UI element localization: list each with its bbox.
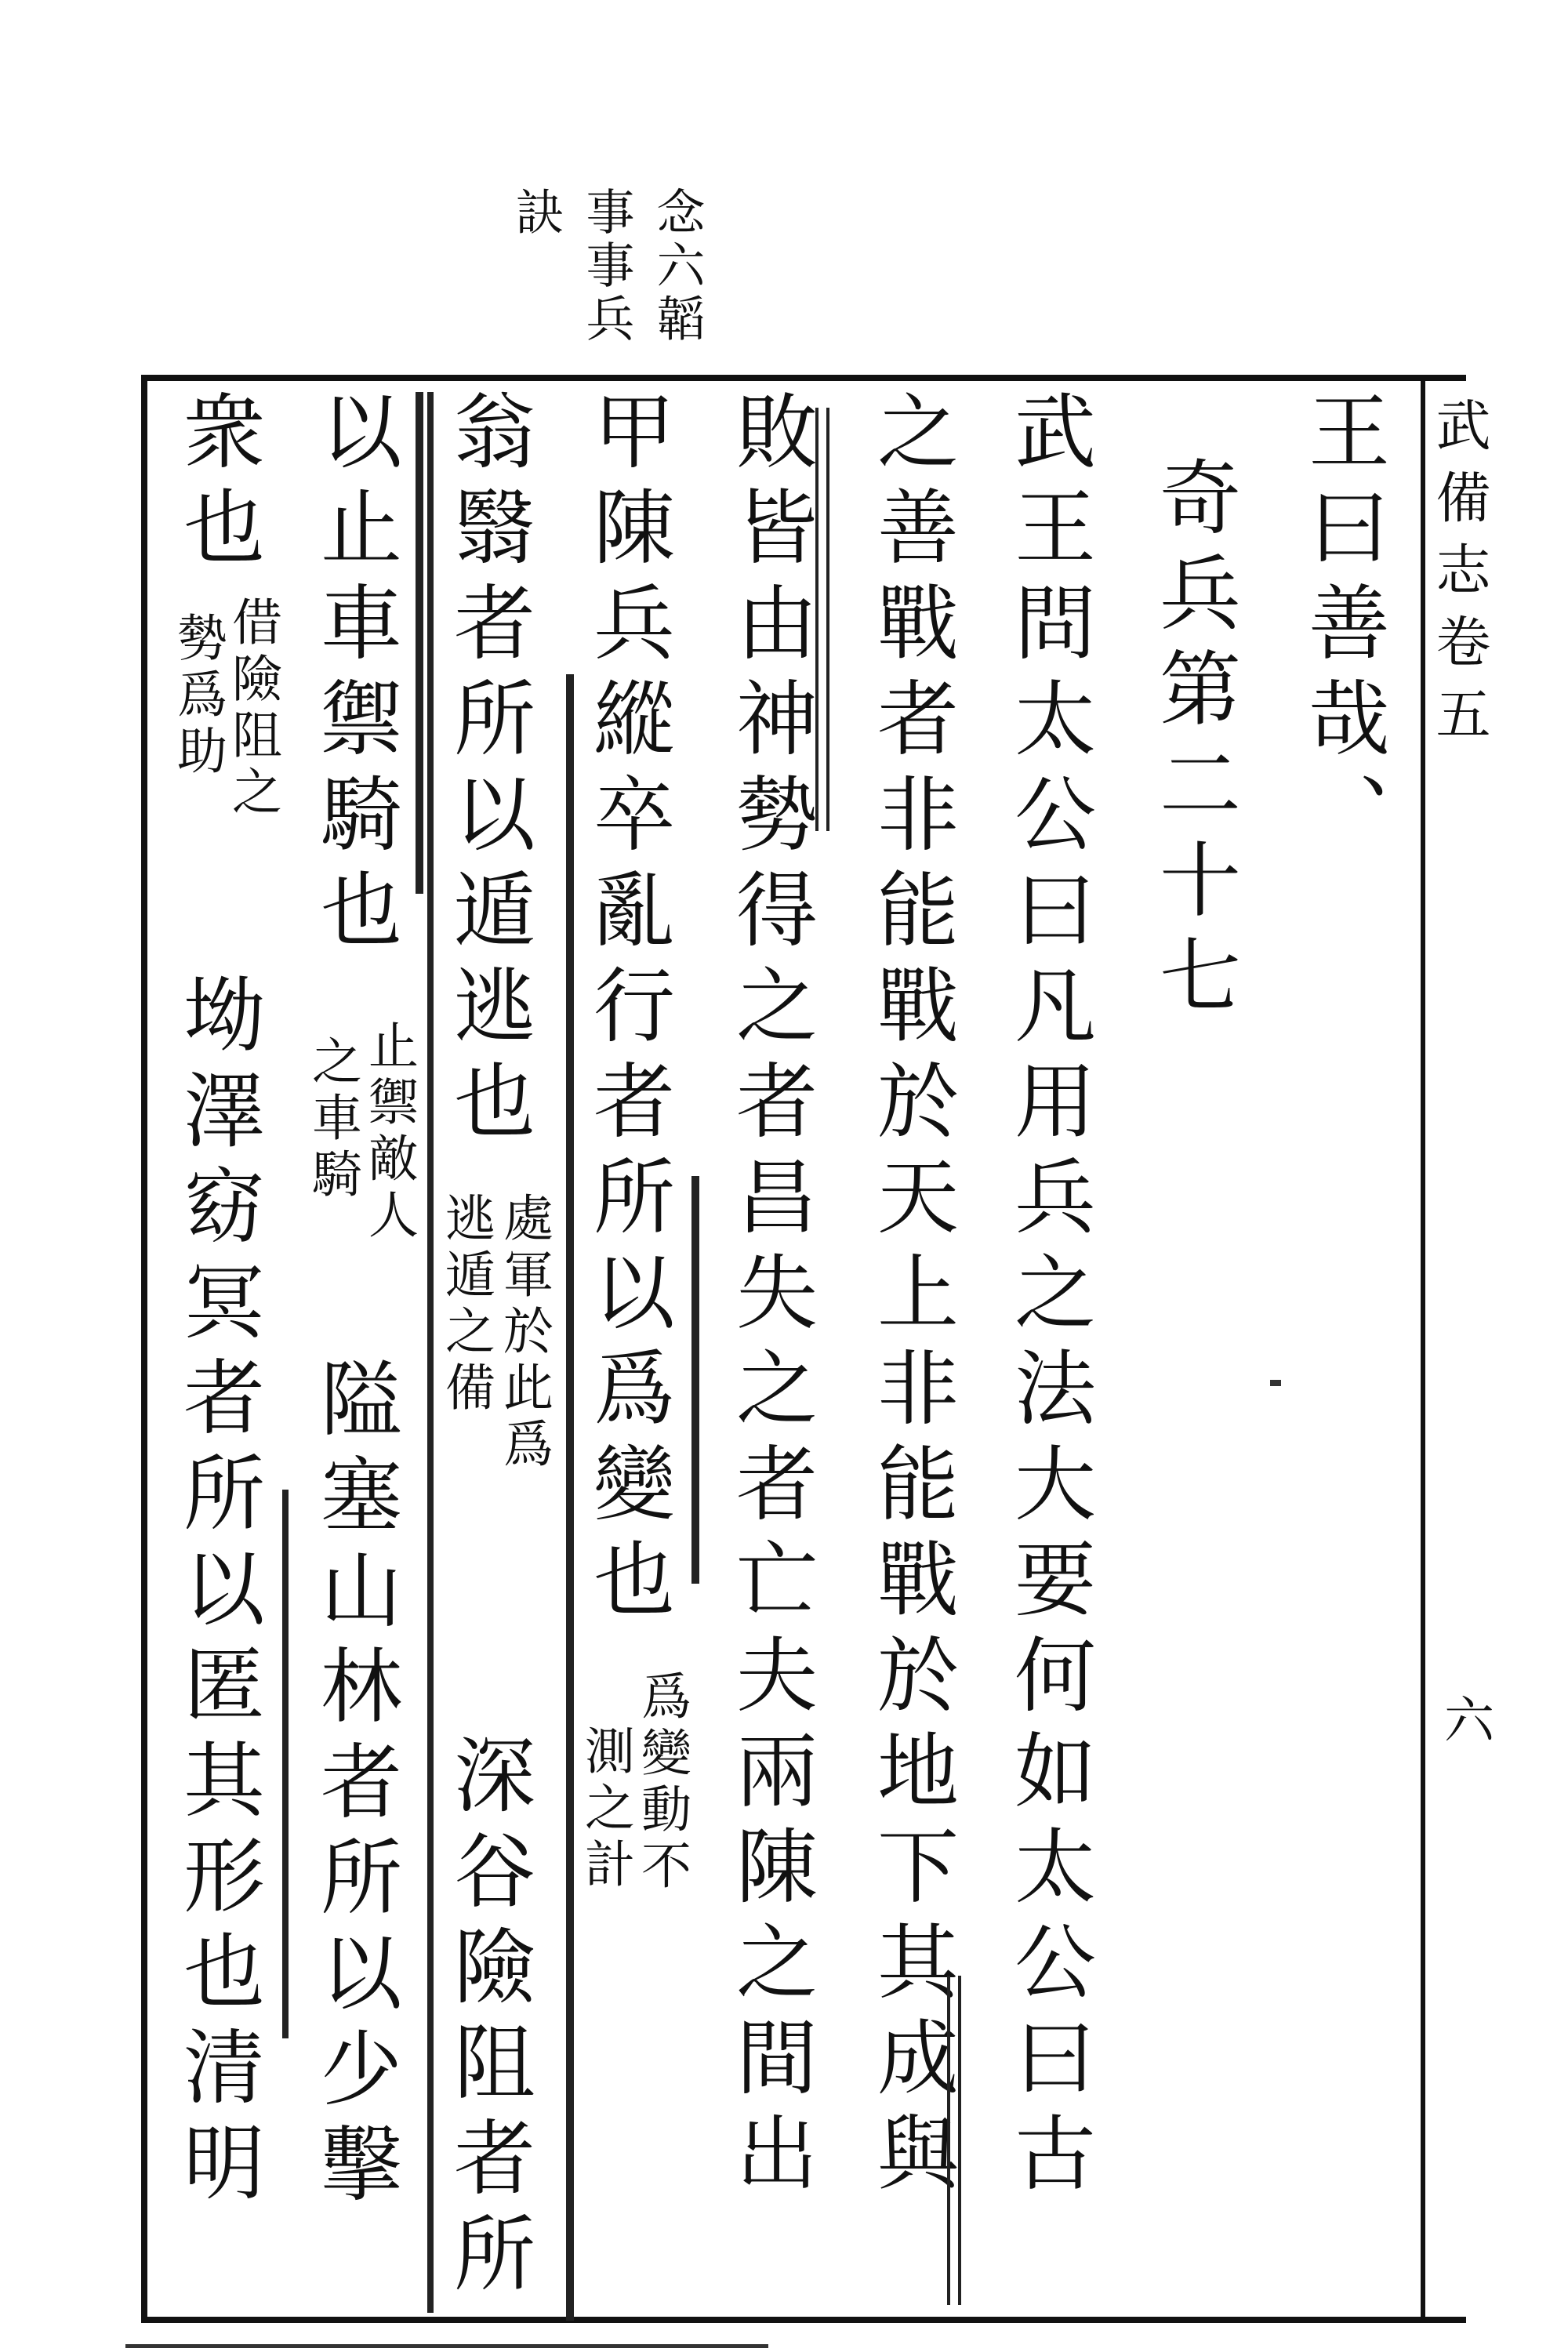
column-7-note-b: 逃遁之備 <box>437 1192 495 1417</box>
header-note-col-2: 事事兵 <box>578 187 635 347</box>
rule-col8 <box>416 392 423 894</box>
double-rule-col5 <box>815 408 829 831</box>
double-rule-col4 <box>947 1976 961 2305</box>
frame-left <box>141 375 147 2323</box>
frame-top <box>141 375 1466 381</box>
column-6-note-a: 爲變動不 <box>633 1670 691 1896</box>
rule-col6-b <box>691 1176 699 1584</box>
column-9-note-a: 借險阻之 <box>223 596 281 822</box>
column-6: 甲陳兵縱卒亂行者所以爲變也 <box>579 389 675 1632</box>
column-1: 王曰善哉、 <box>1294 389 1390 867</box>
column-8-note-a: 止禦敵人 <box>360 1019 418 1245</box>
rule-col6 <box>566 674 574 2321</box>
header-note-col-3: 訣 <box>507 187 564 240</box>
rule-col7 <box>427 392 434 2313</box>
rule-col9 <box>282 1490 289 2038</box>
column-9: 衆也 <box>169 389 265 580</box>
frame-bottom <box>141 2317 1466 2323</box>
column-5: 敗皆由神勢得之者昌失之者亡夫兩陳之間出 <box>722 389 818 2206</box>
column-3: 武王問太公曰凡用兵之法大要何如太公曰古 <box>1000 389 1096 2206</box>
column-8: 以止車禦騎也 <box>307 389 402 963</box>
column-9-note-b: 勢爲助 <box>169 612 227 781</box>
margin-title: 武備志卷五 <box>1427 397 1491 757</box>
scan-dot <box>1270 1380 1281 1386</box>
column-4: 之善戰者非能戰於天上非能戰於地下其成與 <box>863 389 959 2206</box>
header-note-col-1: 念六韜 <box>648 187 706 347</box>
column-7: 翁翳者所以遁逃也 <box>440 389 535 1154</box>
column-7-note-a: 處軍於此爲 <box>495 1192 553 1474</box>
column-2-heading: 奇兵第二十七 <box>1145 455 1241 1029</box>
scan-line-bottom <box>125 2344 768 2348</box>
column-8-cont: 隘塞山林者所以少擊 <box>307 1356 402 2217</box>
column-8-note-b: 之車騎 <box>303 1035 361 1204</box>
column-6-note-b: 測之計 <box>576 1725 634 1894</box>
margin-page-number: 六 <box>1436 1693 1494 1744</box>
column-7-cont: 深谷險阻者所 <box>440 1733 535 2307</box>
frame-right-inner <box>1421 375 1425 2323</box>
column-9-cont: 坳澤窈冥者所以匿其形也清明 <box>169 972 265 2216</box>
